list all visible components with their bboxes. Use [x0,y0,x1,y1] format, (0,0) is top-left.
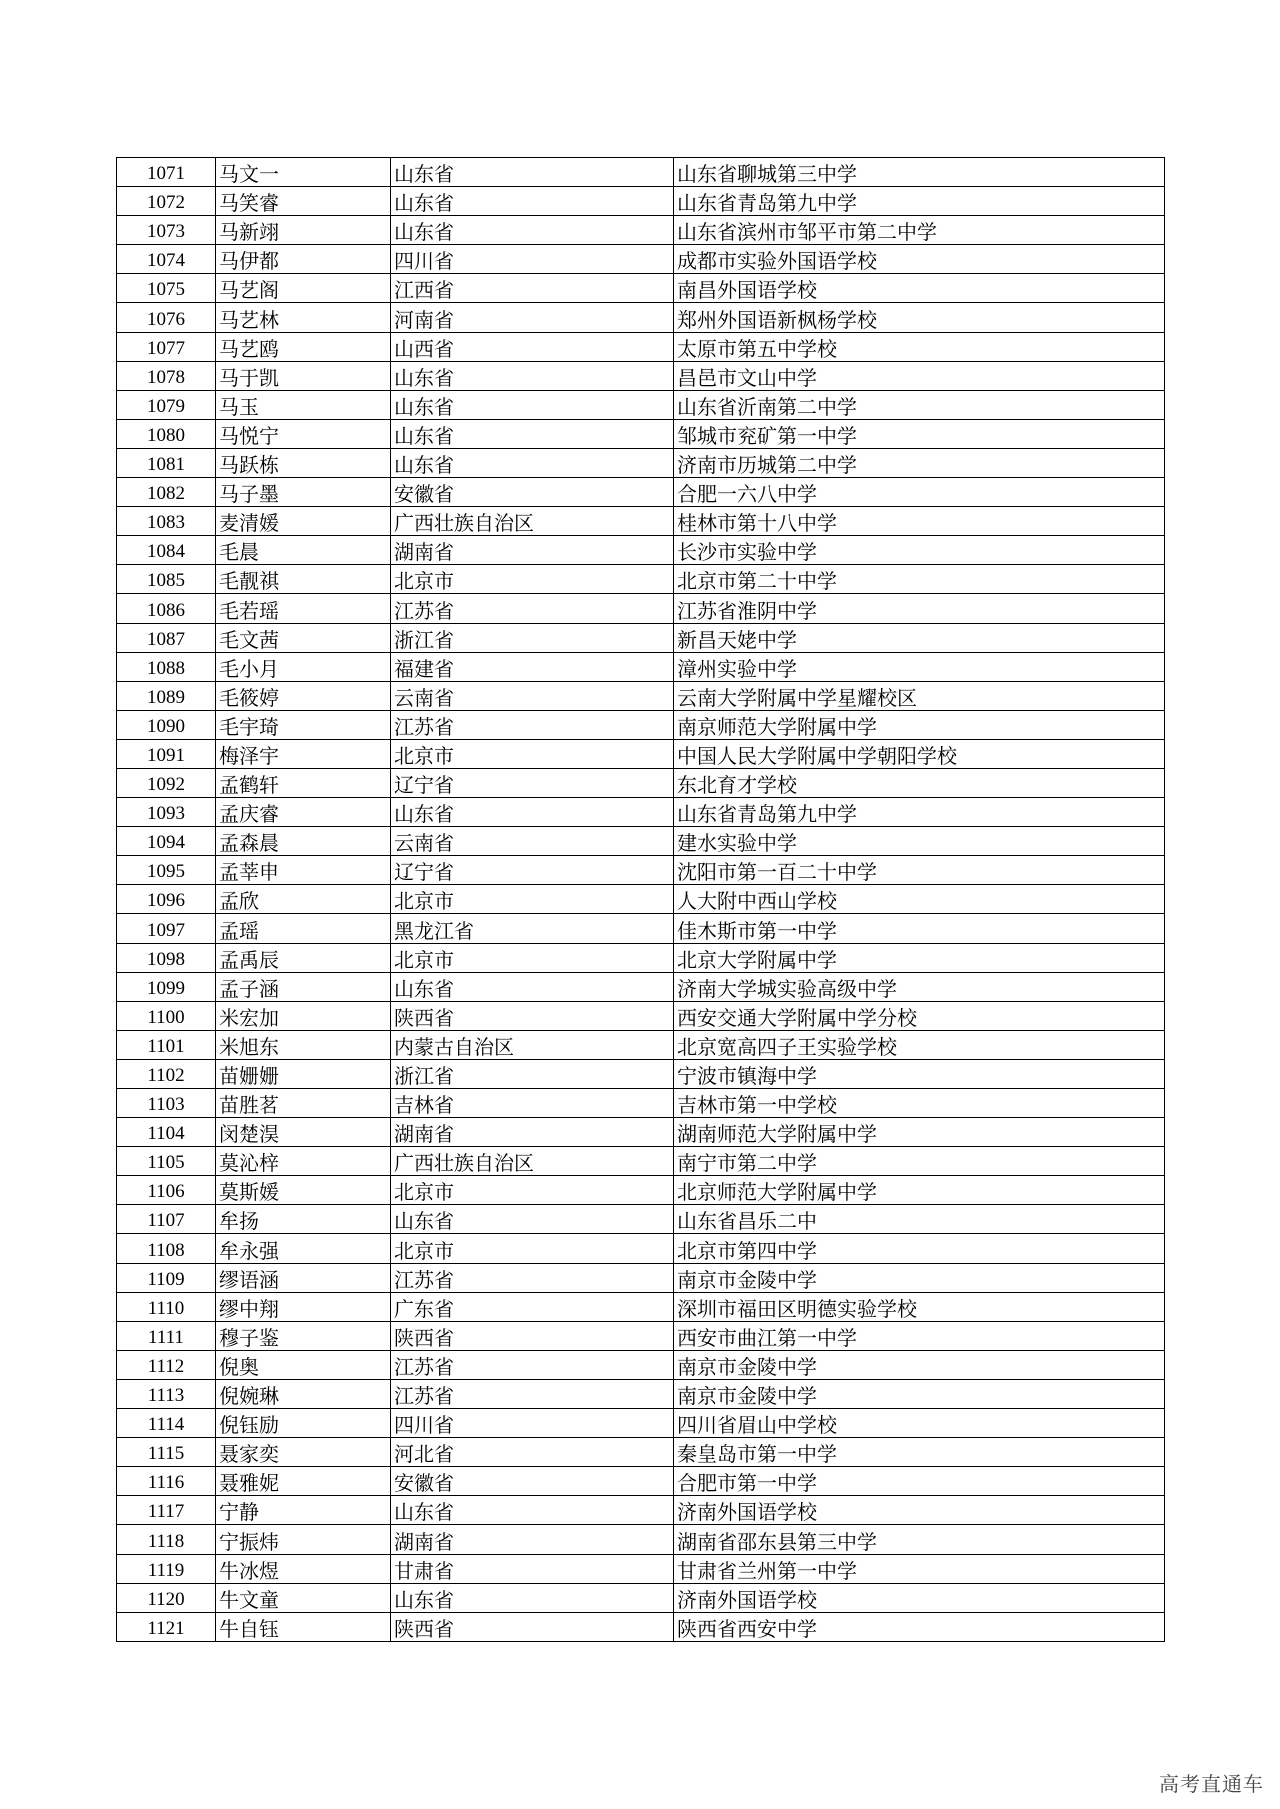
school-cell: 甘肃省兰州第一中学 [674,1554,1165,1583]
school-cell: 江苏省淮阴中学 [674,594,1165,623]
table-row [117,565,1165,594]
province-cell: 福建省 [391,652,674,681]
school-cell: 合肥一六八中学 [674,478,1165,507]
serial-number-cell: 1113 [117,1379,216,1408]
name-cell: 毛若瑶 [216,594,391,623]
serial-number-cell: 1094 [117,827,216,856]
province-cell: 江苏省 [391,1263,674,1292]
name-cell: 牛文童 [216,1583,391,1612]
name-cell: 米旭东 [216,1030,391,1059]
name-cell: 聂家奕 [216,1438,391,1467]
school-cell: 郑州外国语新枫杨学校 [674,303,1165,332]
province-cell: 陕西省 [391,1612,674,1641]
province-cell: 湖南省 [391,1118,674,1147]
table-row [117,681,1165,710]
name-cell: 孟森晨 [216,827,391,856]
name-cell: 牟永强 [216,1234,391,1263]
school-cell: 北京市第二十中学 [674,565,1165,594]
province-cell: 江苏省 [391,710,674,739]
school-cell: 湖南师范大学附属中学 [674,1118,1165,1147]
table-row [117,856,1165,885]
table-row [117,1467,1165,1496]
serial-number-cell: 1115 [117,1438,216,1467]
province-cell: 山东省 [391,1205,674,1234]
province-cell: 河北省 [391,1438,674,1467]
serial-number-cell: 1091 [117,739,216,768]
serial-number-cell: 1095 [117,856,216,885]
source-watermark: 高考直通车 [1159,1772,1264,1796]
school-cell: 新昌天姥中学 [674,623,1165,652]
table-row [117,798,1165,827]
name-cell: 马艺鸥 [216,332,391,361]
table-row [117,1496,1165,1525]
school-cell: 济南外国语学校 [674,1496,1165,1525]
province-cell: 陕西省 [391,1321,674,1350]
name-cell: 马子墨 [216,478,391,507]
serial-number-cell: 1074 [117,245,216,274]
serial-number-cell: 1106 [117,1176,216,1205]
serial-number-cell: 1083 [117,507,216,536]
name-cell: 穆子鉴 [216,1321,391,1350]
name-cell: 宁振炜 [216,1525,391,1554]
serial-number-cell: 1071 [117,158,216,187]
province-cell: 江苏省 [391,1379,674,1408]
serial-number-cell: 1079 [117,390,216,419]
province-cell: 山东省 [391,361,674,390]
table-row [117,652,1165,681]
serial-number-cell: 1111 [117,1321,216,1350]
province-cell: 甘肃省 [391,1554,674,1583]
school-cell: 济南大学城实验高级中学 [674,972,1165,1001]
school-cell: 山东省滨州市邹平市第二中学 [674,216,1165,245]
name-cell: 缪语涵 [216,1263,391,1292]
table-row [117,594,1165,623]
school-cell: 昌邑市文山中学 [674,361,1165,390]
name-cell: 马悦宁 [216,419,391,448]
table-row [117,245,1165,274]
table-row [117,739,1165,768]
province-cell: 山东省 [391,1496,674,1525]
table-row [117,1263,1165,1292]
name-cell: 马跃栋 [216,448,391,477]
serial-number-cell: 1088 [117,652,216,681]
serial-number-cell: 1077 [117,332,216,361]
table-row [117,972,1165,1001]
serial-number-cell: 1101 [117,1030,216,1059]
name-cell: 闵楚淏 [216,1118,391,1147]
table-row [117,274,1165,303]
school-cell: 宁波市镇海中学 [674,1059,1165,1088]
school-cell: 四川省眉山中学校 [674,1409,1165,1438]
province-cell: 山东省 [391,158,674,187]
name-cell: 缪中翔 [216,1292,391,1321]
province-cell: 四川省 [391,245,674,274]
name-cell: 牟扬 [216,1205,391,1234]
name-cell: 孟子涵 [216,972,391,1001]
school-cell: 长沙市实验中学 [674,536,1165,565]
table-row [117,1438,1165,1467]
province-cell: 内蒙古自治区 [391,1030,674,1059]
serial-number-cell: 1076 [117,303,216,332]
province-cell: 北京市 [391,1234,674,1263]
serial-number-cell: 1121 [117,1612,216,1641]
school-cell: 佳木斯市第一中学 [674,914,1165,943]
name-cell: 苗姗姗 [216,1059,391,1088]
school-cell: 山东省聊城第三中学 [674,158,1165,187]
table-row [117,332,1165,361]
province-cell: 江西省 [391,274,674,303]
province-cell: 浙江省 [391,623,674,652]
school-cell: 南京市金陵中学 [674,1379,1165,1408]
serial-number-cell: 1073 [117,216,216,245]
serial-number-cell: 1092 [117,768,216,797]
table-row [117,1379,1165,1408]
serial-number-cell: 1102 [117,1059,216,1088]
province-cell: 北京市 [391,739,674,768]
table-row [117,914,1165,943]
province-cell: 山东省 [391,419,674,448]
name-cell: 马艺阁 [216,274,391,303]
serial-number-cell: 1087 [117,623,216,652]
table-row [117,361,1165,390]
name-cell: 牛自钰 [216,1612,391,1641]
serial-number-cell: 1104 [117,1118,216,1147]
table-row [117,158,1165,187]
province-cell: 陕西省 [391,1001,674,1030]
serial-number-cell: 1112 [117,1350,216,1379]
serial-number-cell: 1109 [117,1263,216,1292]
province-cell: 山东省 [391,448,674,477]
school-cell: 北京大学附属中学 [674,943,1165,972]
serial-number-cell: 1078 [117,361,216,390]
province-cell: 安徽省 [391,1467,674,1496]
serial-number-cell: 1081 [117,448,216,477]
name-cell: 孟瑶 [216,914,391,943]
school-cell: 济南市历城第二中学 [674,448,1165,477]
school-cell: 邹城市兖矿第一中学 [674,419,1165,448]
name-cell: 马玉 [216,390,391,419]
school-cell: 人大附中西山学校 [674,885,1165,914]
school-cell: 漳州实验中学 [674,652,1165,681]
province-cell: 湖南省 [391,1525,674,1554]
province-cell: 湖南省 [391,536,674,565]
province-cell: 云南省 [391,827,674,856]
name-cell: 倪奥 [216,1350,391,1379]
table-row [117,1409,1165,1438]
table-row [117,448,1165,477]
serial-number-cell: 1082 [117,478,216,507]
serial-number-cell: 1089 [117,681,216,710]
province-cell: 北京市 [391,885,674,914]
school-cell: 山东省昌乐二中 [674,1205,1165,1234]
name-cell: 孟莘申 [216,856,391,885]
table-row [117,390,1165,419]
name-cell: 牛冰煜 [216,1554,391,1583]
serial-number-cell: 1093 [117,798,216,827]
province-cell: 广东省 [391,1292,674,1321]
serial-number-cell: 1116 [117,1467,216,1496]
name-cell: 孟禹辰 [216,943,391,972]
table-row [117,885,1165,914]
school-cell: 中国人民大学附属中学朝阳学校 [674,739,1165,768]
name-cell: 毛小月 [216,652,391,681]
table-row [117,1030,1165,1059]
serial-number-cell: 1119 [117,1554,216,1583]
school-cell: 云南大学附属中学星耀校区 [674,681,1165,710]
roster-table [116,157,1165,1642]
table-row [117,419,1165,448]
province-cell: 山西省 [391,332,674,361]
serial-number-cell: 1120 [117,1583,216,1612]
province-cell: 北京市 [391,565,674,594]
school-cell: 南京师范大学附属中学 [674,710,1165,739]
table-row [117,1118,1165,1147]
serial-number-cell: 1085 [117,565,216,594]
province-cell: 浙江省 [391,1059,674,1088]
serial-number-cell: 1103 [117,1089,216,1118]
serial-number-cell: 1096 [117,885,216,914]
province-cell: 辽宁省 [391,856,674,885]
table-row [117,1147,1165,1176]
school-cell: 沈阳市第一百二十中学 [674,856,1165,885]
province-cell: 江苏省 [391,594,674,623]
name-cell: 梅泽宇 [216,739,391,768]
school-cell: 湖南省邵东县第三中学 [674,1525,1165,1554]
table-row [117,1001,1165,1030]
serial-number-cell: 1075 [117,274,216,303]
serial-number-cell: 1107 [117,1205,216,1234]
table-row [117,303,1165,332]
name-cell: 毛宇琦 [216,710,391,739]
province-cell: 广西壮族自治区 [391,1147,674,1176]
table-row [117,1583,1165,1612]
serial-number-cell: 1086 [117,594,216,623]
name-cell: 马笑睿 [216,187,391,216]
table-row [117,1234,1165,1263]
school-cell: 吉林市第一中学校 [674,1089,1165,1118]
serial-number-cell: 1080 [117,419,216,448]
province-cell: 四川省 [391,1409,674,1438]
school-cell: 北京宽高四子王实验学校 [674,1030,1165,1059]
roster-table-body [117,158,1165,1642]
province-cell: 北京市 [391,943,674,972]
serial-number-cell: 1072 [117,187,216,216]
name-cell: 马文一 [216,158,391,187]
table-row [117,1612,1165,1641]
table-row [117,943,1165,972]
name-cell: 马于凯 [216,361,391,390]
name-cell: 毛文茜 [216,623,391,652]
name-cell: 麦清媛 [216,507,391,536]
school-cell: 西安市曲江第一中学 [674,1321,1165,1350]
table-row [117,1554,1165,1583]
serial-number-cell: 1114 [117,1409,216,1438]
serial-number-cell: 1110 [117,1292,216,1321]
province-cell: 安徽省 [391,478,674,507]
name-cell: 聂雅妮 [216,1467,391,1496]
school-cell: 南京市金陵中学 [674,1350,1165,1379]
school-cell: 南宁市第二中学 [674,1147,1165,1176]
name-cell: 马新翊 [216,216,391,245]
school-cell: 深圳市福田区明德实验学校 [674,1292,1165,1321]
province-cell: 山东省 [391,187,674,216]
name-cell: 孟庆睿 [216,798,391,827]
province-cell: 山东省 [391,390,674,419]
serial-number-cell: 1100 [117,1001,216,1030]
school-cell: 山东省青岛第九中学 [674,187,1165,216]
serial-number-cell: 1117 [117,1496,216,1525]
province-cell: 广西壮族自治区 [391,507,674,536]
table-row [117,710,1165,739]
name-cell: 倪钰励 [216,1409,391,1438]
school-cell: 建水实验中学 [674,827,1165,856]
name-cell: 毛靓祺 [216,565,391,594]
province-cell: 辽宁省 [391,768,674,797]
table-row [117,216,1165,245]
school-cell: 山东省沂南第二中学 [674,390,1165,419]
province-cell: 北京市 [391,1176,674,1205]
name-cell: 孟欣 [216,885,391,914]
school-cell: 太原市第五中学校 [674,332,1165,361]
serial-number-cell: 1097 [117,914,216,943]
name-cell: 苗胜茗 [216,1089,391,1118]
province-cell: 江苏省 [391,1350,674,1379]
serial-number-cell: 1099 [117,972,216,1001]
school-cell: 南京市金陵中学 [674,1263,1165,1292]
name-cell: 倪婉琳 [216,1379,391,1408]
serial-number-cell: 1108 [117,1234,216,1263]
school-cell: 陕西省西安中学 [674,1612,1165,1641]
province-cell: 山东省 [391,216,674,245]
school-cell: 济南外国语学校 [674,1583,1165,1612]
name-cell: 莫斯媛 [216,1176,391,1205]
province-cell: 山东省 [391,798,674,827]
province-cell: 吉林省 [391,1089,674,1118]
serial-number-cell: 1105 [117,1147,216,1176]
table-row [117,1525,1165,1554]
table-row [117,768,1165,797]
school-cell: 南昌外国语学校 [674,274,1165,303]
table-row [117,478,1165,507]
serial-number-cell: 1090 [117,710,216,739]
school-cell: 西安交通大学附属中学分校 [674,1001,1165,1030]
name-cell: 莫沁梓 [216,1147,391,1176]
table-row [117,1350,1165,1379]
table-row [117,1176,1165,1205]
school-cell: 合肥市第一中学 [674,1467,1165,1496]
table-row [117,507,1165,536]
province-cell: 山东省 [391,972,674,1001]
school-cell: 桂林市第十八中学 [674,507,1165,536]
name-cell: 马艺林 [216,303,391,332]
table-row [117,1292,1165,1321]
table-row [117,536,1165,565]
school-cell: 北京市第四中学 [674,1234,1165,1263]
serial-number-cell: 1084 [117,536,216,565]
name-cell: 米宏加 [216,1001,391,1030]
name-cell: 毛筱婷 [216,681,391,710]
province-cell: 山东省 [391,1583,674,1612]
school-cell: 成都市实验外国语学校 [674,245,1165,274]
province-cell: 河南省 [391,303,674,332]
table-row [117,1089,1165,1118]
table-row [117,1059,1165,1088]
table-row [117,623,1165,652]
province-cell: 黑龙江省 [391,914,674,943]
table-row [117,1205,1165,1234]
school-cell: 东北育才学校 [674,768,1165,797]
name-cell: 宁静 [216,1496,391,1525]
school-cell: 北京师范大学附属中学 [674,1176,1165,1205]
name-cell: 马伊都 [216,245,391,274]
province-cell: 云南省 [391,681,674,710]
serial-number-cell: 1098 [117,943,216,972]
serial-number-cell: 1118 [117,1525,216,1554]
name-cell: 毛晨 [216,536,391,565]
school-cell: 山东省青岛第九中学 [674,798,1165,827]
name-cell: 孟鹤轩 [216,768,391,797]
table-row [117,827,1165,856]
table-row [117,1321,1165,1350]
school-cell: 秦皇岛市第一中学 [674,1438,1165,1467]
table-row [117,187,1165,216]
